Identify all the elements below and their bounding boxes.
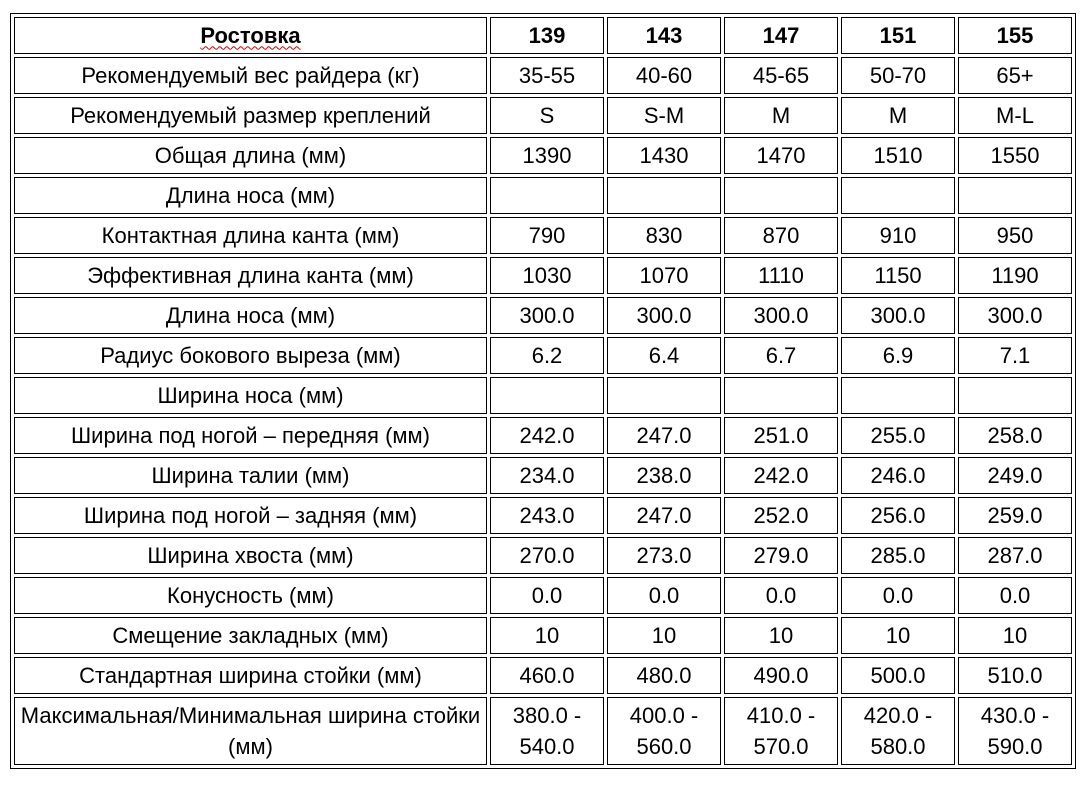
row-label: Ширина талии (мм) xyxy=(14,457,487,494)
value-cell: 1030 xyxy=(490,257,604,294)
value-cell: 0.0 xyxy=(724,577,838,614)
value-cell: S xyxy=(490,97,604,134)
row-label: Ширина под ногой – задняя (мм) xyxy=(14,497,487,534)
table-row xyxy=(14,377,1072,414)
value-cell: 400.0 - 560.0 xyxy=(607,697,721,765)
row-label: Ширина носа (мм) xyxy=(14,377,487,414)
value-cell: 870 xyxy=(724,217,838,254)
value-cell: 249.0 xyxy=(958,457,1072,494)
size-header-cell: 155 xyxy=(958,17,1072,54)
value-cell: 40-60 xyxy=(607,57,721,94)
table-row xyxy=(14,657,1072,694)
value-cell: 490.0 xyxy=(724,657,838,694)
table-row xyxy=(14,417,1072,454)
value-cell: 1110 xyxy=(724,257,838,294)
value-cell: 279.0 xyxy=(724,537,838,574)
size-header-cell: 151 xyxy=(841,17,955,54)
value-cell: 1190 xyxy=(958,257,1072,294)
row-label: Радиус бокового выреза (мм) xyxy=(14,337,487,374)
row-label: Ширина хвоста (мм) xyxy=(14,537,487,574)
value-cell: 0.0 xyxy=(490,577,604,614)
value-cell: 45-65 xyxy=(724,57,838,94)
value-cell: 420.0 - 580.0 xyxy=(841,697,955,765)
value-cell: 10 xyxy=(958,617,1072,654)
table-row xyxy=(14,497,1072,534)
value-cell: 500.0 xyxy=(841,657,955,694)
value-cell xyxy=(607,177,721,214)
table-row xyxy=(14,137,1072,174)
value-cell: 430.0 - 590.0 xyxy=(958,697,1072,765)
row-label: Рекомендуемый размер креплений xyxy=(14,97,487,134)
value-cell: 1430 xyxy=(607,137,721,174)
value-cell xyxy=(958,377,1072,414)
value-cell: 10 xyxy=(724,617,838,654)
size-header-cell: 139 xyxy=(490,17,604,54)
value-cell: 480.0 xyxy=(607,657,721,694)
value-cell: 1470 xyxy=(724,137,838,174)
value-cell: 380.0 - 540.0 xyxy=(490,697,604,765)
value-cell: 255.0 xyxy=(841,417,955,454)
spec-table xyxy=(10,13,1076,769)
value-cell: 247.0 xyxy=(607,417,721,454)
row-label: Смещение закладных (мм) xyxy=(14,617,487,654)
value-cell: 287.0 xyxy=(958,537,1072,574)
value-cell: 1070 xyxy=(607,257,721,294)
value-cell xyxy=(724,377,838,414)
size-header-cell: 147 xyxy=(724,17,838,54)
value-cell: 251.0 xyxy=(724,417,838,454)
value-cell: 1550 xyxy=(958,137,1072,174)
value-cell: 7.1 xyxy=(958,337,1072,374)
value-cell xyxy=(841,377,955,414)
value-cell: 65+ xyxy=(958,57,1072,94)
value-cell: 0.0 xyxy=(958,577,1072,614)
value-cell: 252.0 xyxy=(724,497,838,534)
value-cell: 300.0 xyxy=(607,297,721,334)
value-cell: 234.0 xyxy=(490,457,604,494)
value-cell: 410.0 - 570.0 xyxy=(724,697,838,765)
table-row xyxy=(14,537,1072,574)
value-cell: 10 xyxy=(607,617,721,654)
value-cell: 460.0 xyxy=(490,657,604,694)
value-cell: 246.0 xyxy=(841,457,955,494)
row-label: Стандартная ширина стойки (мм) xyxy=(14,657,487,694)
table-row xyxy=(14,257,1072,294)
value-cell: M-L xyxy=(958,97,1072,134)
value-cell: 35-55 xyxy=(490,57,604,94)
value-cell xyxy=(724,177,838,214)
value-cell: 242.0 xyxy=(490,417,604,454)
table-row xyxy=(14,297,1072,334)
row-label: Длина носа (мм) xyxy=(14,297,487,334)
row-label: Ширина под ногой – передняя (мм) xyxy=(14,417,487,454)
row-label: Длина носа (мм) xyxy=(14,177,487,214)
row-label: Максимальная/Минимальная ширина стойки (мм) xyxy=(14,697,487,765)
value-cell: 238.0 xyxy=(607,457,721,494)
table-row xyxy=(14,97,1072,134)
value-cell: 273.0 xyxy=(607,537,721,574)
table-row xyxy=(14,177,1072,214)
value-cell: 6.2 xyxy=(490,337,604,374)
spec-table-wrapper xyxy=(10,13,1076,769)
table-row xyxy=(14,457,1072,494)
value-cell xyxy=(958,177,1072,214)
value-cell: 270.0 xyxy=(490,537,604,574)
value-cell: 300.0 xyxy=(490,297,604,334)
table-row xyxy=(14,57,1072,94)
value-cell xyxy=(490,377,604,414)
value-cell: 1510 xyxy=(841,137,955,174)
value-cell: 256.0 xyxy=(841,497,955,534)
value-cell: S-M xyxy=(607,97,721,134)
table-row xyxy=(14,577,1072,614)
value-cell: 6.4 xyxy=(607,337,721,374)
value-cell: 247.0 xyxy=(607,497,721,534)
value-cell: M xyxy=(724,97,838,134)
value-cell: 242.0 xyxy=(724,457,838,494)
header-label: Ростовка xyxy=(200,22,301,48)
value-cell: 830 xyxy=(607,217,721,254)
value-cell: 259.0 xyxy=(958,497,1072,534)
row-label: Эффективная длина канта (мм) xyxy=(14,257,487,294)
value-cell: 910 xyxy=(841,217,955,254)
header-label-cell xyxy=(14,17,487,54)
table-row xyxy=(14,617,1072,654)
header-row xyxy=(14,17,1072,54)
value-cell: 1150 xyxy=(841,257,955,294)
table-row xyxy=(14,697,1072,765)
value-cell: 285.0 xyxy=(841,537,955,574)
value-cell: 300.0 xyxy=(724,297,838,334)
size-header-cell: 143 xyxy=(607,17,721,54)
value-cell: 258.0 xyxy=(958,417,1072,454)
value-cell: M xyxy=(841,97,955,134)
row-label: Общая длина (мм) xyxy=(14,137,487,174)
value-cell: 950 xyxy=(958,217,1072,254)
value-cell: 1390 xyxy=(490,137,604,174)
value-cell: 0.0 xyxy=(841,577,955,614)
row-label: Рекомендуемый вес райдера (кг) xyxy=(14,57,487,94)
value-cell xyxy=(841,177,955,214)
value-cell: 0.0 xyxy=(607,577,721,614)
table-row xyxy=(14,217,1072,254)
value-cell: 510.0 xyxy=(958,657,1072,694)
value-cell: 50-70 xyxy=(841,57,955,94)
value-cell: 6.7 xyxy=(724,337,838,374)
value-cell: 790 xyxy=(490,217,604,254)
value-cell xyxy=(607,377,721,414)
value-cell: 10 xyxy=(490,617,604,654)
value-cell: 300.0 xyxy=(958,297,1072,334)
row-label: Конусность (мм) xyxy=(14,577,487,614)
value-cell: 6.9 xyxy=(841,337,955,374)
value-cell: 10 xyxy=(841,617,955,654)
value-cell: 243.0 xyxy=(490,497,604,534)
value-cell xyxy=(490,177,604,214)
value-cell: 300.0 xyxy=(841,297,955,334)
table-row xyxy=(14,337,1072,374)
row-label: Контактная длина канта (мм) xyxy=(14,217,487,254)
